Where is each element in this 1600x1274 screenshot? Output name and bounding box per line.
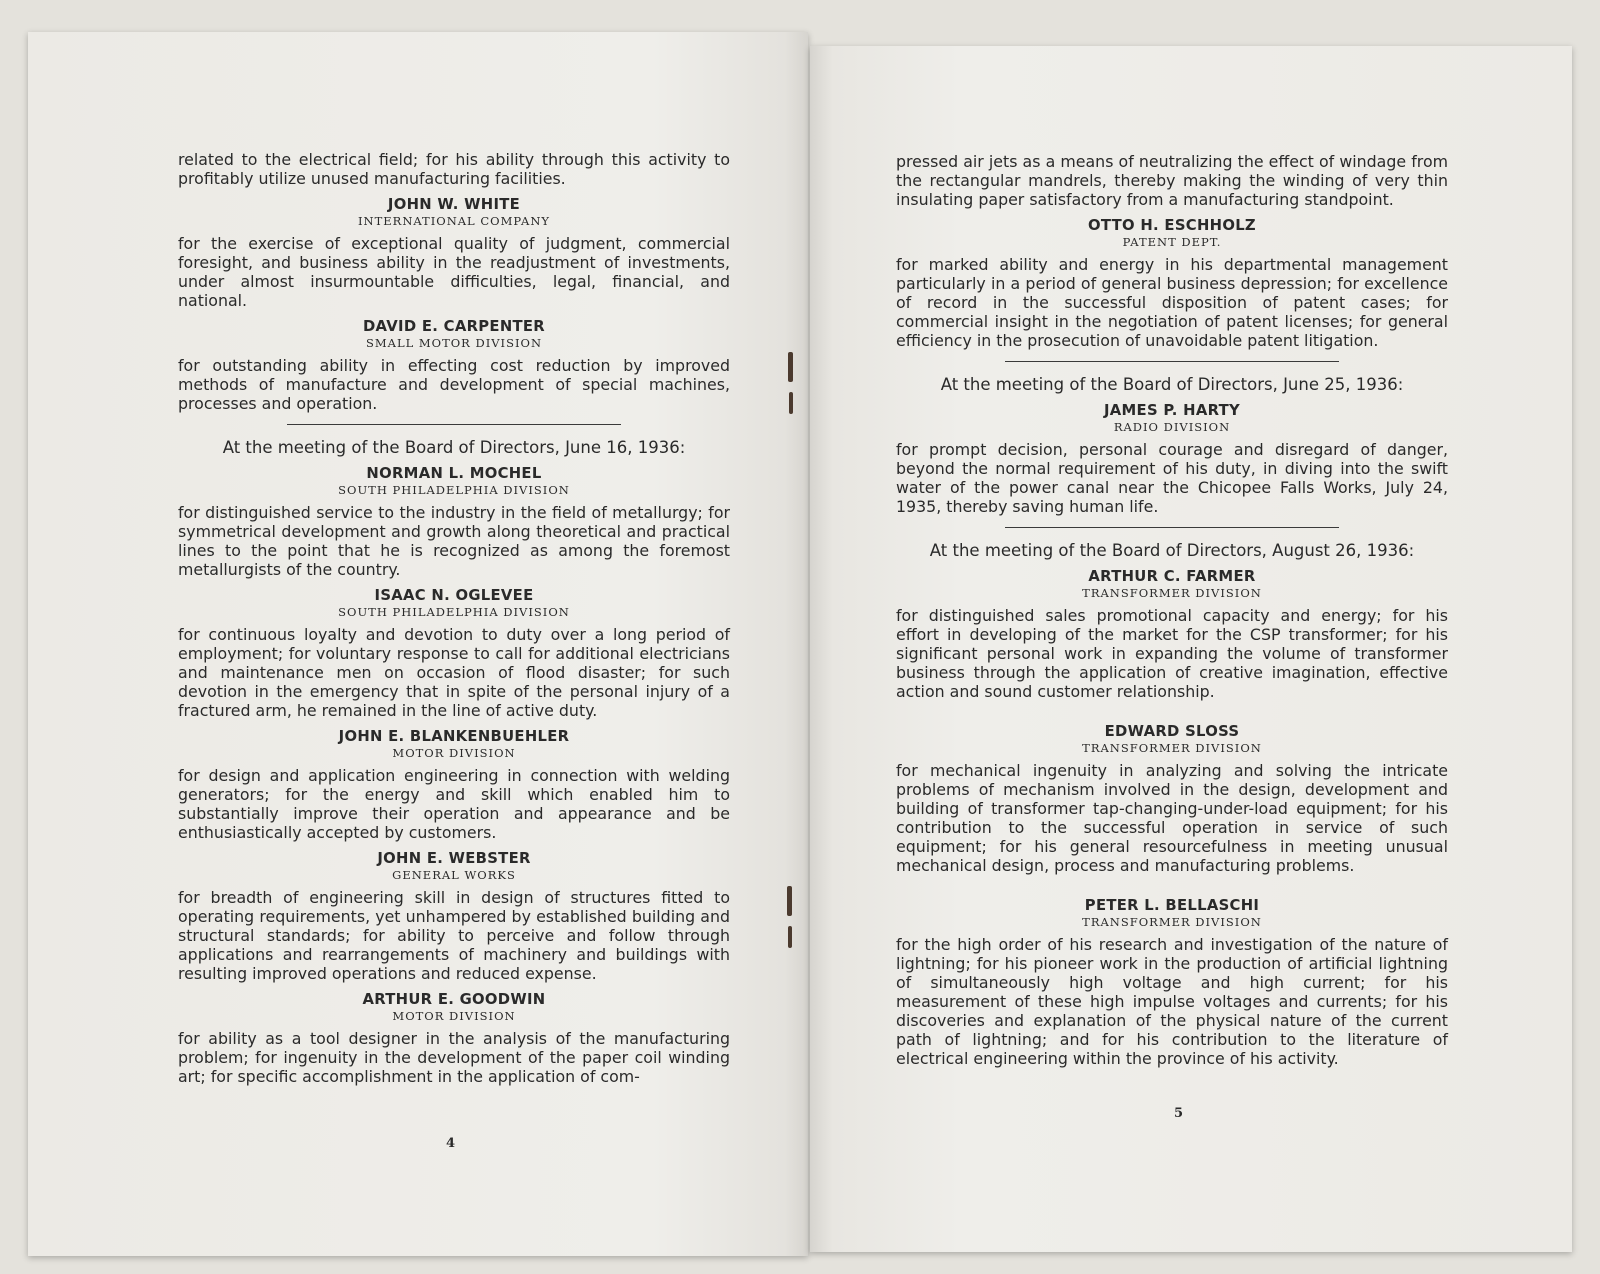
continued-paragraph: related to the electrical field; for his ability through this activity to profitably utilize unused manufacturing facilities. xyxy=(178,150,730,188)
awardee-name: JOHN E. BLANKENBUEHLER xyxy=(338,728,570,745)
award-citation: for breadth of engineering skill in design of structures fitted to operating requirements, yet unhampered by established building and structural standards; for ability to perceive and follow through applications and rearrangements of machinery and buildings with resulting improved operations and reduced expense. xyxy=(178,888,730,983)
award-citation: for prompt decision, personal courage and disregard of danger, beyond the normal requirement of his duty, in diving into the swift water of the power canal near the Chicopee Falls Works, July 24, 1935, thereby saving human life. xyxy=(896,440,1448,516)
right-page xyxy=(810,46,1572,1252)
section-divider xyxy=(1005,527,1339,528)
award-entry xyxy=(896,897,1448,1068)
award-citation: for distinguished service to the industry in the field of metallurgy; for symmetrical development and growth along theoretical and practical lines to the point that he is recognized as among the foremost metallurgists of the country. xyxy=(178,503,730,579)
awardee-department: RADIO DIVISION xyxy=(1113,420,1231,434)
awardee-department: TRANSFORMER DIVISION xyxy=(1082,741,1262,755)
awardee-name: ARTHUR E. GOODWIN xyxy=(362,991,546,1008)
staple-bottom xyxy=(787,886,792,916)
left-page-text-column xyxy=(178,150,730,1086)
award-entry xyxy=(896,217,1448,350)
staple-top-lower xyxy=(789,392,793,414)
page-number: 4 xyxy=(446,1136,456,1151)
award-entry xyxy=(178,196,730,310)
awardee-name: DAVID E. CARPENTER xyxy=(362,318,546,335)
award-citation: for continuous loyalty and devotion to duty over a long period of employment; for voluntary response to call for additional electricians and maintenance men on occasion of flood disaster; for such devotion in the emergency that in spite of the personal injury of a fractured arm, he remained in the line of active duty. xyxy=(178,625,730,720)
awardee-department: SOUTH PHILADELPHIA DIVISION xyxy=(338,483,570,497)
award-entry xyxy=(178,850,730,983)
award-citation: for ability as a tool designer in the analysis of the manufacturing problem; for ingenuity in the development of the paper coil winding art; for specific accomplishment in the application of com- xyxy=(178,1029,730,1086)
awardee-department: PATENT DEPT. xyxy=(1122,235,1222,249)
continued-paragraph: pressed air jets as a means of neutralizing the effect of windage from the rectangular mandrels, thereby making the winding of very thin insulating paper satisfactory from a manufacturing standpoint. xyxy=(896,152,1448,209)
awardee-name: ISAAC N. OGLEVEE xyxy=(374,587,534,604)
awardee-name: EDWARD SLOSS xyxy=(1104,723,1240,740)
meeting-heading: At the meeting of the Board of Directors, June 25, 1936: xyxy=(940,375,1404,394)
award-entry xyxy=(178,587,730,720)
awardee-department: SOUTH PHILADELPHIA DIVISION xyxy=(338,605,570,619)
award-entry xyxy=(896,568,1448,701)
awardee-department: TRANSFORMER DIVISION xyxy=(1082,915,1262,929)
awardee-name: JOHN W. WHITE xyxy=(387,196,521,213)
awardee-name: JAMES P. HARTY xyxy=(1103,402,1241,419)
award-citation: for the exercise of exceptional quality of judgment, commercial foresight, and business ability in the readjustment of investments, under almost insurmountable difficulties, legal, financial, and national. xyxy=(178,234,730,310)
meeting-heading: At the meeting of the Board of Directors, August 26, 1936: xyxy=(929,541,1415,560)
award-citation: for distinguished sales promotional capacity and energy; for his effort in developing of the market for the CSP transformer; for his significant personal work in expanding the volume of transformer business through the application of creative imagination, effective action and sound customer relationship. xyxy=(896,606,1448,701)
award-citation: for marked ability and energy in his departmental management particularly in a period of general business depression; for excellence of record in the successful disposition of patent cases; for commercial insight in the negotiation of patent licenses; for general efficiency in the prosecution of unavoidable patent litigation. xyxy=(896,255,1448,350)
awardee-department: SMALL MOTOR DIVISION xyxy=(365,336,543,350)
award-entry xyxy=(896,402,1448,516)
awardee-department: INTERNATIONAL COMPANY xyxy=(357,214,550,228)
awardee-department: GENERAL WORKS xyxy=(392,868,516,882)
awardee-name: ARTHUR C. FARMER xyxy=(1088,568,1256,585)
award-entry xyxy=(178,465,730,579)
right-page-text-column xyxy=(896,152,1448,1068)
award-entry xyxy=(178,991,730,1086)
awardee-name: JOHN E. WEBSTER xyxy=(377,850,531,867)
awardee-name: PETER L. BELLASCHI xyxy=(1084,897,1260,914)
section-divider xyxy=(1005,361,1339,362)
awardee-department: MOTOR DIVISION xyxy=(392,1009,516,1023)
section-divider xyxy=(287,424,621,425)
award-citation: for design and application engineering in connection with welding generators; for the energy and skill which enabled him to substantially improve their operation and appearance and be enthusiastically accepted by customers. xyxy=(178,766,730,842)
award-entry xyxy=(178,728,730,842)
meeting-heading: At the meeting of the Board of Directors, June 16, 1936: xyxy=(222,438,686,457)
left-page xyxy=(28,32,808,1256)
awardee-name: OTTO H. ESCHHOLZ xyxy=(1088,217,1256,234)
awardee-department: TRANSFORMER DIVISION xyxy=(1082,586,1262,600)
awardee-department: MOTOR DIVISION xyxy=(392,746,516,760)
award-citation: for mechanical ingenuity in analyzing and solving the intricate problems of mechanism involved in the design, development and building of transformer tap-changing-under-load equipment; for his contribution to the successful operation in service of such equipment; for his general resourcefulness in meeting unusual mechanical design, process and manufacturing problems. xyxy=(896,761,1448,875)
staple-bottom-lower xyxy=(788,926,792,948)
award-citation: for the high order of his research and investigation of the nature of lightning; for his pioneer work in the production of artificial lightning of simultaneously high voltage and high current; for his measurement of these high impulse voltages and currents; for his discoveries and explanation of the physical nature of the current path of lightning; and for his contribution to the literature of electrical engineering within the province of his activity. xyxy=(896,935,1448,1068)
award-entry xyxy=(896,723,1448,875)
award-citation: for outstanding ability in effecting cost reduction by improved methods of manufacture and development of special machines, processes and operation. xyxy=(178,356,730,413)
page-number: 5 xyxy=(1174,1106,1184,1121)
award-entry xyxy=(178,318,730,413)
awardee-name: NORMAN L. MOCHEL xyxy=(366,465,542,482)
staple-top xyxy=(788,352,793,382)
